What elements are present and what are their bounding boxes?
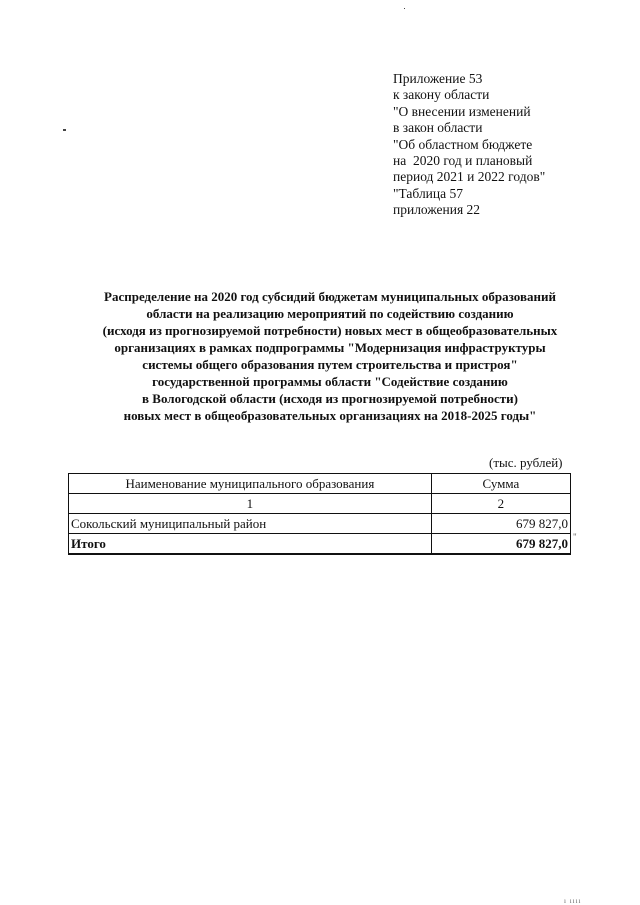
appendix-line: на 2020 год и плановый: [393, 153, 533, 169]
title-line: новых мест в общеобразовательных организациях на 2018-2025 годы": [123, 408, 537, 423]
scan-speck: [63, 129, 66, 131]
row-amount-cell: 679 827,0: [431, 514, 570, 534]
table-header-row: [69, 474, 571, 494]
appendix-line: к закону области: [393, 87, 490, 103]
closing-quote-mark: ": [573, 532, 577, 542]
total-row: [69, 534, 571, 555]
column-number-1: 1: [69, 494, 432, 514]
title-line: организациях в рамках подпрограммы "Модернизация инфраструктуры: [114, 340, 546, 355]
header-amount-cell: Сумма: [431, 474, 570, 494]
appendix-line: Приложение 53: [393, 71, 483, 86]
subsidy-table: [68, 473, 571, 555]
column-number-row: [69, 494, 571, 514]
appendix-line: "О внесении изменений: [393, 103, 531, 119]
appendix-line: "Таблица 57: [393, 185, 463, 201]
title-line: системы общего образования путем строительства и пристроя": [142, 357, 518, 372]
total-label-cell: Итого: [69, 534, 432, 555]
scan-speck: [404, 8, 405, 9]
title-line: области на реализацию мероприятий по содействию созданию: [146, 306, 514, 321]
appendix-line: период 2021 и 2022 годов": [393, 169, 546, 185]
units-label: (тыс. рублей): [489, 455, 563, 470]
appendix-block: [393, 71, 633, 219]
appendix-line: в закон области: [393, 120, 483, 136]
header-name-cell: Наименование муниципального образования: [69, 474, 432, 494]
title-line: государственной программы области "Содействие созданию: [152, 374, 508, 389]
title-line: (исходя из прогнозируемой потребности) новых мест в общеобразовательных: [102, 323, 558, 338]
appendix-line: приложения 22: [393, 202, 481, 218]
title-line: Распределение на 2020 год субсидий бюджетам муниципальных образований: [104, 289, 556, 304]
column-number-2: 2: [431, 494, 570, 514]
appendix-line: "Об областном бюджете: [393, 136, 533, 152]
table-row: [69, 514, 571, 534]
document-title: [40, 288, 620, 424]
scan-edge-mark: ı ıııı: [564, 897, 582, 905]
title-line: в Вологодской области (исходя из прогнозируемой потребности): [142, 391, 518, 406]
row-name-cell: Сокольский муниципальный район: [69, 514, 432, 534]
total-amount-cell: 679 827,0: [431, 534, 570, 555]
